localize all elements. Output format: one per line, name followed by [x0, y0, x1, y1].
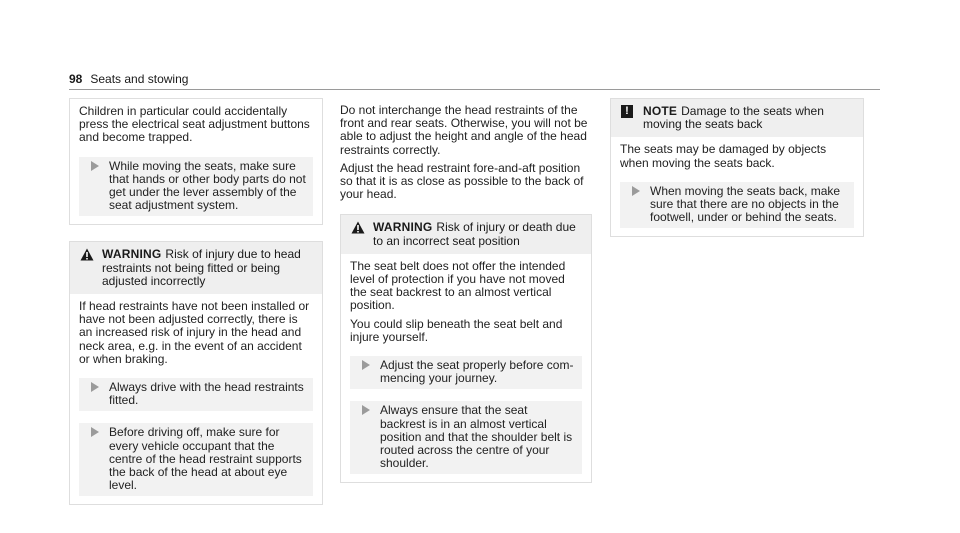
warning-text: You could slip beneath the seat belt and injure yourself.: [350, 316, 563, 344]
list-item-text: While moving the seats, make sure that hands or other body parts do not get under the lever assembly of the seat adjustment system.: [109, 158, 306, 213]
warning-keyword: WARNING: [102, 247, 162, 262]
page-header: [69, 72, 880, 90]
arrow-right-icon: [91, 427, 99, 437]
warning-title: Risk of injury or death due to an incorrect seat position: [373, 220, 576, 248]
section-title: Seats and stowing: [90, 72, 189, 86]
list-item-text: Always drive with the head restraints fitted.: [109, 380, 304, 408]
column-1: [69, 98, 323, 505]
note-exclamation-icon: !: [621, 105, 633, 118]
arrow-right-icon: [362, 405, 370, 415]
arrow-right-icon: [91, 161, 99, 171]
warning-text: The seat belt does not offer the intended level of protection if you have not moved the seat backrest to an almost vertical position.: [350, 258, 566, 313]
warning-box: [340, 214, 592, 483]
paragraph: Do not interchange the head restraints of the front and rear seats. Otherwise, you will not be able to adjust the height and angle of the head restraints correctly.: [340, 103, 588, 157]
note-title: Damage to the seats when moving the seats back: [643, 104, 824, 132]
warning-header: [341, 215, 591, 253]
intro-box: [69, 98, 323, 225]
warning-header: [70, 242, 322, 294]
list-item: [620, 182, 854, 229]
warning-title: Risk of injury due to head restraints not being fitted or being adjusted incorrectly: [102, 247, 301, 288]
note-keyword: NOTE: [643, 104, 678, 118]
note-text: The seats may be damaged by objects when moving the seats back.: [620, 142, 827, 170]
column-3: [610, 98, 864, 237]
list-item: [350, 356, 582, 389]
list-item: [79, 423, 313, 496]
list-item-text: Adjust the seat properly before commencing your journey.: [380, 358, 574, 386]
arrow-right-icon: [91, 382, 99, 392]
warning-triangle-icon: [351, 221, 365, 234]
warning-keyword: WARNING: [373, 220, 433, 235]
list-item: [79, 157, 313, 217]
paragraph: Adjust the head restraint fore-and-aft position so that it is as close as possible to the back of your head.: [340, 160, 584, 202]
warning-triangle-icon: [80, 248, 94, 261]
list-item-text: Always ensure that the seat backrest is in an almost vertical position and that the shoulder belt is routed across the centre of your shoulder.: [380, 403, 573, 471]
warning-box: [69, 241, 323, 505]
list-item: [350, 401, 582, 474]
arrow-right-icon: [632, 186, 640, 196]
page-number: 98: [69, 72, 83, 86]
note-header: [611, 99, 863, 137]
list-item-text: When moving the seats back, make sure that there are no objects in the footwell, under or behind the seats.: [650, 183, 841, 225]
list-item: [79, 378, 313, 411]
arrow-right-icon: [362, 360, 370, 370]
intro-text: Children in particular could accidentally press the electrical seat adjustment buttons and become trapped.: [79, 104, 310, 145]
head-restraint-text: [339, 98, 593, 483]
column-2: [339, 98, 593, 483]
warning-text: If head restraints have not been installed or have not been adjusted correctly, there is an increased risk of injury in the head and neck area, e.g. in the event of an accident or when braking.: [79, 299, 310, 366]
note-box: [610, 98, 864, 237]
list-item-text: Before driving off, make sure for every vehicle occupant that the centre of the head restraint supports the back of the head at about eye level.: [109, 425, 302, 493]
